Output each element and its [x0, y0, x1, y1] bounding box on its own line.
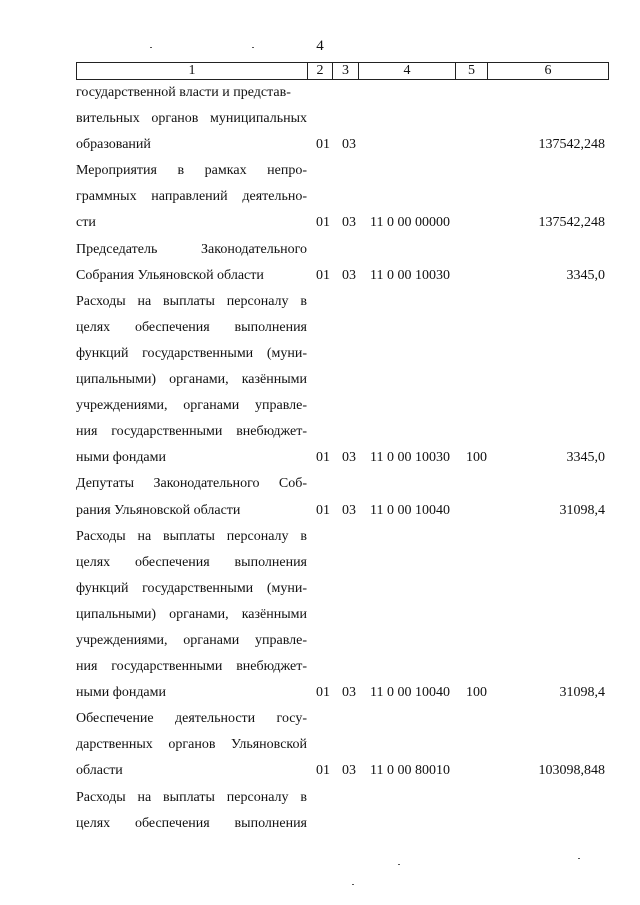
description-line: ципальными) органами, казёнными: [76, 606, 307, 622]
subsection-code: 03: [342, 215, 356, 231]
section-code: 01: [316, 267, 330, 283]
description-line: Расходы на выплаты персоналу в: [76, 528, 307, 544]
header-col-3: 3: [333, 63, 359, 79]
description-line: Депутаты Законодательного Соб-: [76, 476, 307, 492]
subsection-code: 03: [342, 137, 356, 153]
target-article-code: 11 0 00 10040: [370, 685, 450, 701]
description-line: рания Ульяновской области: [76, 502, 241, 518]
target-article-code: 11 0 00 80010: [370, 763, 450, 779]
subsection-code: 03: [342, 685, 356, 701]
target-article-code: 11 0 00 10030: [370, 450, 450, 466]
scan-speck: [578, 858, 580, 859]
amount: 137542,248: [538, 215, 605, 231]
subsection-code: 03: [342, 502, 356, 518]
row-codes: [76, 210, 609, 236]
scan-speck: [352, 884, 354, 885]
description-line: ными фондами: [76, 450, 167, 466]
row-codes: [76, 758, 609, 784]
target-article-code: 11 0 00 10030: [370, 267, 450, 283]
row-description: [76, 289, 307, 472]
section-code: 01: [316, 137, 330, 153]
table-row: [76, 80, 609, 158]
row-description: [76, 524, 307, 707]
header-col-5: 5: [456, 63, 488, 79]
table-row: [76, 289, 609, 472]
description-line: граммных направлений деятельно-: [76, 189, 307, 205]
row-codes: [76, 445, 609, 471]
row-codes: [76, 263, 609, 289]
section-code: 01: [316, 450, 330, 466]
description-line: Собрания Ульяновской области: [76, 267, 264, 283]
description-line: сти: [76, 215, 96, 231]
table-row: [76, 706, 609, 784]
table-header: [76, 62, 609, 80]
description-line: ния государственными внебюджет-: [76, 659, 307, 675]
amount: 3345,0: [566, 450, 605, 466]
section-code: 01: [316, 685, 330, 701]
description-line: учреждениями, органами управле-: [76, 398, 307, 414]
header-col-4: 4: [359, 63, 456, 79]
description-line: области: [76, 763, 123, 779]
expense-type-code: 100: [466, 685, 487, 701]
row-codes: [76, 498, 609, 524]
row-codes: [76, 132, 609, 158]
description-line: учреждениями, органами управле-: [76, 632, 307, 648]
description-line: ными фондами: [76, 685, 167, 701]
target-article-code: 11 0 00 00000: [370, 215, 450, 231]
header-col-2: 2: [308, 63, 333, 79]
row-codes: [76, 811, 609, 837]
table-row: [76, 785, 609, 837]
description-line: целях обеспечения выполнения: [76, 815, 307, 831]
description-line: Обеспечение деятельности госу-: [76, 711, 307, 727]
amount: 31098,4: [559, 685, 605, 701]
target-article-code: 11 0 00 10040: [370, 502, 450, 518]
amount: 31098,4: [559, 502, 605, 518]
description-line: Расходы на выплаты персоналу в: [76, 789, 307, 805]
subsection-code: 03: [342, 763, 356, 779]
description-line: Председатель Законодательного: [76, 241, 307, 257]
scan-speck: [398, 864, 400, 865]
subsection-code: 03: [342, 267, 356, 283]
scan-speck: [252, 47, 254, 48]
description-line: ния государственными внебюджет-: [76, 424, 307, 440]
description-line: образований: [76, 137, 151, 153]
description-line: дарственных органов Ульяновской: [76, 737, 307, 753]
amount: 3345,0: [566, 267, 605, 283]
expense-type-code: 100: [466, 450, 487, 466]
description-line: целях обеспечения выполнения: [76, 554, 307, 570]
description-line: ципальными) органами, казёнными: [76, 372, 307, 388]
table-row: [76, 237, 609, 289]
section-code: 01: [316, 502, 330, 518]
row-codes: [76, 680, 609, 706]
scan-speck: [150, 47, 152, 48]
amount: 103098,848: [538, 763, 605, 779]
table-body: [76, 80, 609, 837]
header-col-1: 1: [77, 63, 308, 79]
header-col-6: 6: [544, 63, 552, 78]
description-line: вительных органов муниципальных: [76, 111, 307, 127]
table-row: [76, 158, 609, 236]
description-line: Расходы на выплаты персоналу в: [76, 293, 307, 309]
description-line: функций государственными (муни-: [76, 345, 307, 361]
description-line: Мероприятия в рамках непро-: [76, 163, 307, 179]
table-row: [76, 471, 609, 523]
section-code: 01: [316, 215, 330, 231]
section-code: 01: [316, 763, 330, 779]
page-number: 4: [316, 38, 324, 54]
description-line: функций государственными (муни-: [76, 580, 307, 596]
table-row: [76, 524, 609, 707]
description-line: целях обеспечения выполнения: [76, 319, 307, 335]
subsection-code: 03: [342, 450, 356, 466]
amount: 137542,248: [538, 137, 605, 153]
description-line: государственной власти и представ-: [76, 85, 291, 100]
